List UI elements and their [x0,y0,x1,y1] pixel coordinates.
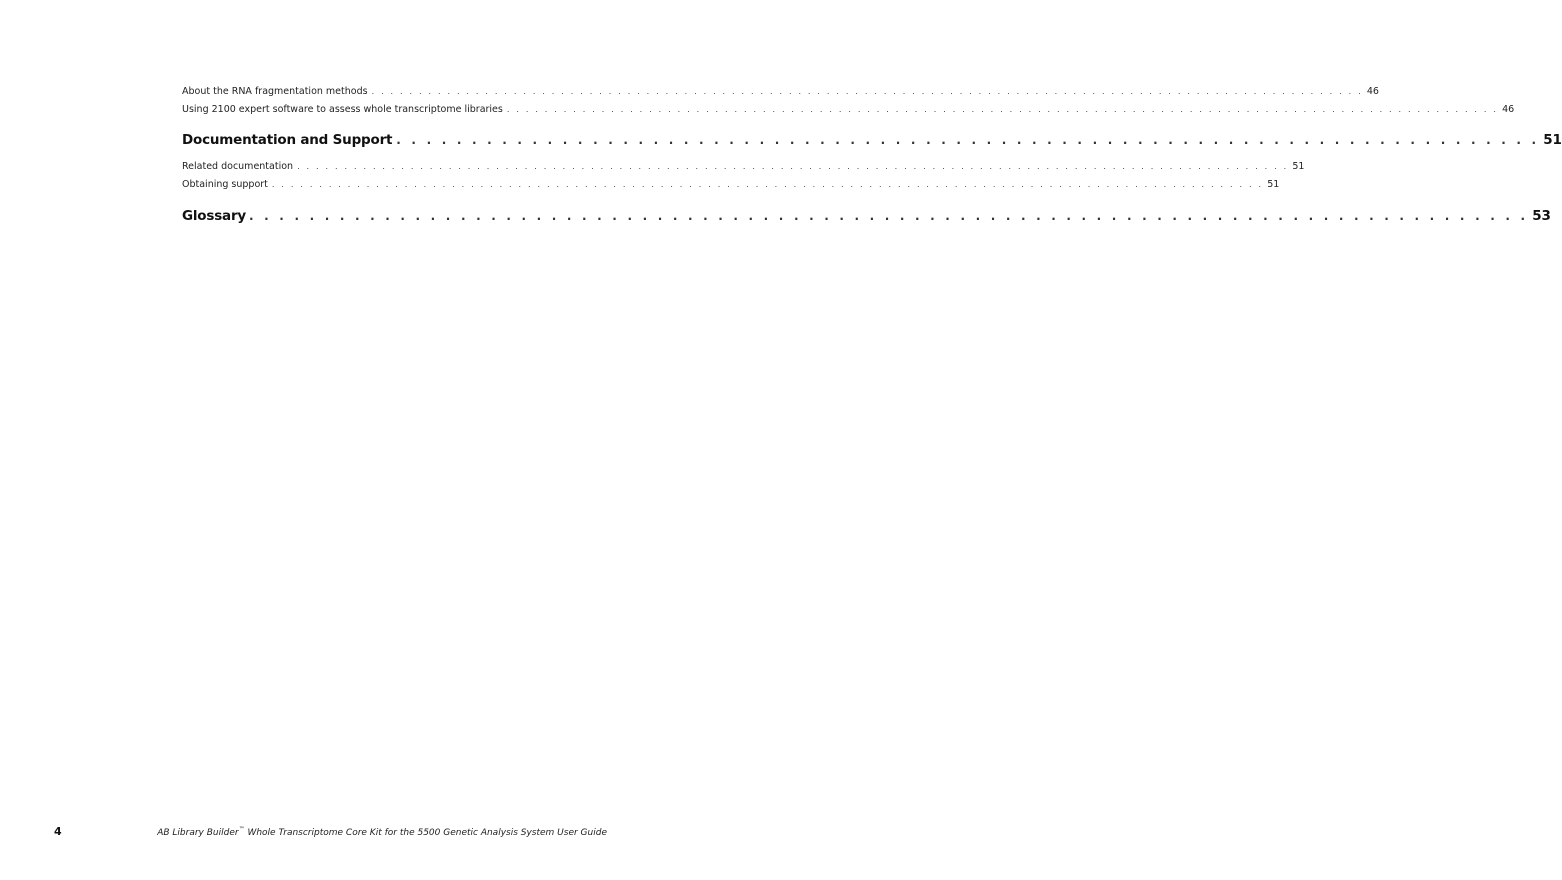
toc-entry-label: Using 2100 expert software to assess whole transcriptome libraries [182,104,503,115]
trademark-symbol: ™ [238,826,245,833]
dot-leader: . . . . . . . . . . . . . . . . . . . . . . . . . . . . . . . . . . . . . . . . . . . . . . . . . . . . . . . . . . . . . . . . . . . . . . . . . . . . . . . . . . . . . . . . . . . . . . . . . . . . . . . . . [371,87,1363,96]
dot-leader: . . . . . . . . . . . . . . . . . . . . . . . . . . . . . . . . . . . . . . . . . . . . . . . . . . . . . . . . . . . . . . . . . . . . . . . . . . . . . . . . . . . . . . . . . . . . . . . . . . . . . . . . . [271,180,1264,189]
toc-entry-label: About the RNA fragmentation methods [182,86,368,97]
toc-chapter-label: Glossary [182,208,247,224]
toc-entry-label: Obtaining support [182,179,268,190]
toc-entry-rna-fragmentation[interactable] [182,86,1379,97]
toc-entry-page: 51 [1267,179,1280,190]
page-number: 4 [54,825,62,838]
footer-title-part2: Whole Transcriptome Core Kit for the 5500 Genetic Analysis System User Guide [244,828,607,838]
toc-chapter-page: 53 [1532,208,1551,224]
toc-chapter-page: 51 [1543,132,1562,148]
document-title-footer [157,826,607,838]
toc-entry-page: 51 [1292,161,1305,172]
dot-leader: . . . . . . . . . . . . . . . . . . . . . . . . . . . . . . . . . . . . . . . . . . . . . . . . . . . . . . . . . . . . . . . . . . . . . . . . . . . . [396,133,1540,147]
toc-entry-2100-expert[interactable] [182,104,1515,115]
dot-leader: . . . . . . . . . . . . . . . . . . . . . . . . . . . . . . . . . . . . . . . . . . . . . . . . . . . . . . . . . . . . . . . . . . . . . . . . . . . . . . . . . . . . . . . . . . . . . . . . . . . . . . . . . [506,105,1499,114]
toc-entry-label: Related documentation [182,161,294,172]
toc-entry-page: 46 [1366,86,1379,97]
toc-chapter-glossary[interactable] [182,208,1551,224]
toc-entry-obtaining-support[interactable] [182,179,1280,190]
footer-title-part1: AB Library Builder [157,828,239,838]
dot-leader: . . . . . . . . . . . . . . . . . . . . . . . . . . . . . . . . . . . . . . . . . . . . . . . . . . . . . . . . . . . . . . . . . . . . . . . . . . . . . . . . . . . . . [249,209,1529,223]
toc-entry-related-documentation[interactable] [182,161,1305,172]
toc-chapter-label: Documentation and Support [182,132,393,148]
toc-entry-page: 46 [1502,104,1515,115]
toc-chapter-documentation-support[interactable] [182,132,1562,148]
dot-leader: . . . . . . . . . . . . . . . . . . . . . . . . . . . . . . . . . . . . . . . . . . . . . . . . . . . . . . . . . . . . . . . . . . . . . . . . . . . . . . . . . . . . . . . . . . . . . . . . . . . . . . . . . [297,162,1289,171]
